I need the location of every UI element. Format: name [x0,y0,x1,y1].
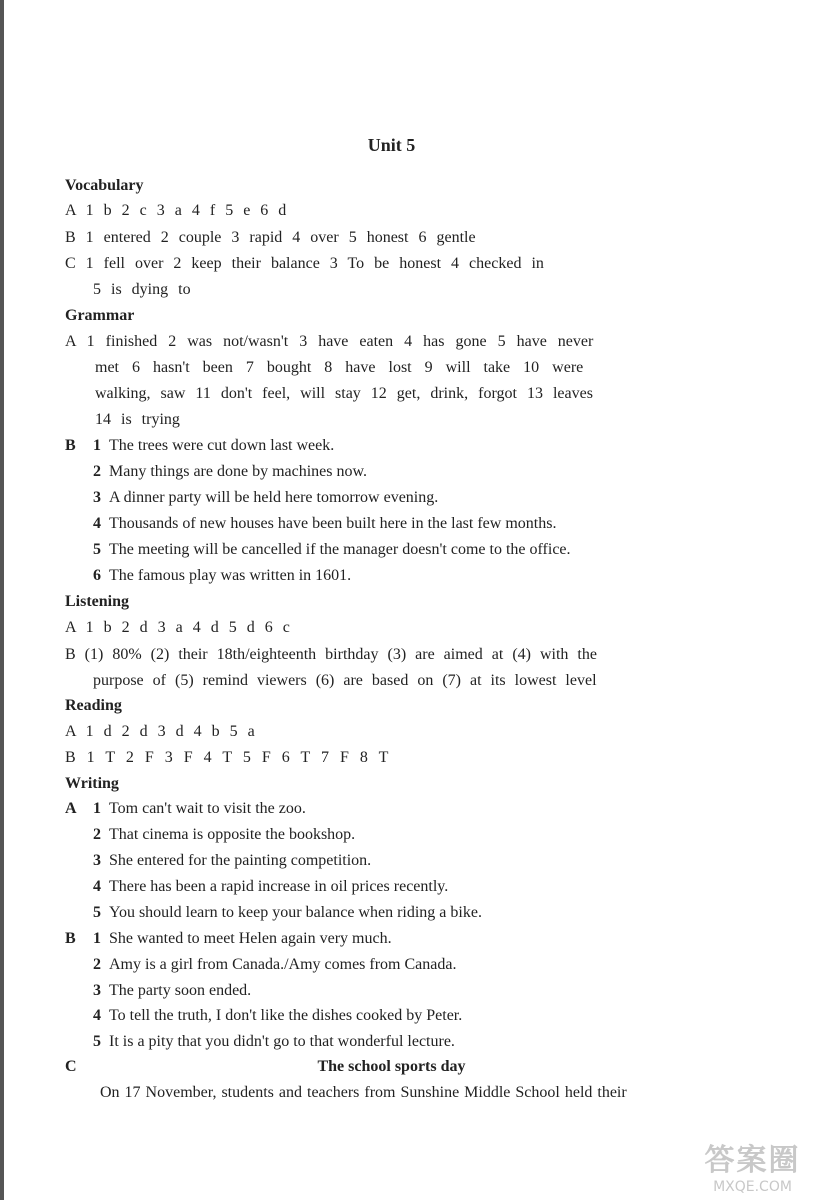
writing-b-item [93,1005,462,1027]
writing-a-item [93,850,371,872]
page-title: Unit 5 [367,135,416,155]
reading-heading: Reading [65,697,122,714]
writing-a-item [93,902,482,924]
grammar-a-line-4: 14 is trying [95,411,180,428]
vocabulary-c-answers: C 1 fell over 2 keep their balance 3 To be honest 4 checked in [65,255,544,272]
writing-c-label: C [65,1058,77,1075]
item-text: Many things are done by machines now. [109,463,368,480]
writing-b-item [93,1031,455,1053]
item-number: 4 [93,1007,101,1024]
reading-a-answers: A 1 d 2 d 3 d 4 b 5 a [65,723,255,740]
grammar-b-item [93,487,438,509]
item-text: The trees were cut down last week. [109,437,335,454]
grammar-b-item [93,513,556,535]
item-text: A dinner party will be held here tomorrow evening. [109,489,439,506]
item-number: 1 [93,930,101,947]
listening-b-line-1: B (1) 80% (2) their 18th/eighteenth birthday (3) are aimed at (4) with the [65,646,597,663]
item-text: That cinema is opposite the bookshop. [109,826,356,843]
writing-a-label: A [65,800,77,817]
watermark-logo [700,1135,805,1195]
writing-heading: Writing [65,775,119,792]
item-text: The famous play was written in 1601. [109,567,352,584]
item-text: To tell the truth, I don't like the dishes cooked by Peter. [109,1007,463,1024]
item-text: She entered for the painting competition. [109,852,372,869]
item-number: 3 [93,852,101,869]
listening-a-answers: A 1 b 2 d 3 a 4 d 5 d 6 c [65,619,290,636]
grammar-a-line-3: walking, saw 11 don't feel, will stay 12 get, drink, forgot 13 leaves [95,385,593,402]
essay-title: The school sports day [317,1058,466,1075]
item-number: 4 [93,878,101,895]
item-text: You should learn to keep your balance when riding a bike. [109,904,482,921]
item-number: 1 [93,800,101,817]
item-text: Tom can't wait to visit the zoo. [109,800,306,817]
item-number: 2 [93,463,101,480]
writing-b-label: B [65,930,76,947]
item-text: There has been a rapid increase in oil prices recently. [109,878,449,895]
listening-heading: Listening [65,593,130,610]
item-number: 5 [93,1033,101,1050]
vocabulary-a-answers: A 1 b 2 c 3 a 4 f 5 e 6 d [65,202,287,219]
writing-a-item [93,798,306,820]
grammar-b-item [93,461,367,483]
writing-b-item [93,980,251,1002]
grammar-b-item [93,435,334,457]
grammar-heading: Grammar [65,307,135,324]
grammar-a-line-2: met 6 hasn't been 7 bought 8 have lost 9 will take 10 were [95,359,584,376]
item-number: 3 [93,982,101,999]
item-text: Amy is a girl from Canada./Amy comes from Canada. [109,956,457,973]
item-number: 4 [93,515,101,532]
writing-b-item [93,928,392,950]
writing-a-item [93,876,448,898]
page-edge [0,0,4,1200]
vocabulary-b-answers: B 1 entered 2 couple 3 rapid 4 over 5 honest 6 gentle [65,229,476,246]
item-text: Thousands of new houses have been built here in the last few months. [109,515,557,532]
grammar-b-item [93,565,351,587]
vocabulary-heading: Vocabulary [65,177,144,194]
grammar-b-item [93,539,571,561]
essay-first-line: On 17 November, students and teachers from Sunshine Middle School held their [100,1084,627,1101]
grammar-a-line-1: A 1 finished 2 was not/wasn't 3 have eaten 4 has gone 5 have never [65,333,594,350]
item-number: 5 [93,541,101,558]
writing-a-item [93,824,355,846]
vocabulary-c-answers-cont: 5 is dying to [93,281,191,298]
item-text: She wanted to meet Helen again very much. [109,930,392,947]
watermark-url: MXQE.COM [713,1179,792,1195]
item-text: The meeting will be cancelled if the manager doesn't come to the office. [109,541,571,558]
grammar-b-label: B [65,437,76,454]
item-number: 3 [93,489,101,506]
reading-b-answers: B 1 T 2 F 3 F 4 T 5 F 6 T 7 F 8 T [65,749,389,766]
listening-b-line-2: purpose of (5) remind viewers (6) are based on (7) at its lowest level [93,672,597,689]
item-number: 5 [93,904,101,921]
watermark-logo-text: 答案圈 [704,1143,801,1178]
item-number: 2 [93,826,101,843]
item-text: It is a pity that you didn't go to that wonderful lecture. [109,1033,455,1050]
item-number: 1 [93,437,101,454]
item-number: 6 [93,567,101,584]
item-number: 2 [93,956,101,973]
writing-b-item [93,954,456,976]
item-text: The party soon ended. [109,982,252,999]
